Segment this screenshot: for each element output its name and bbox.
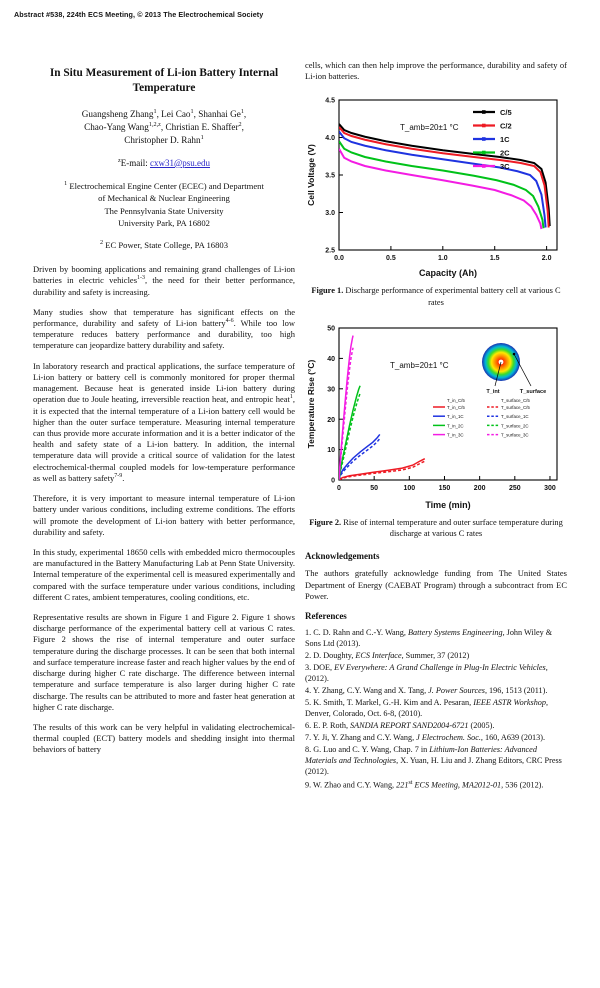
paragraph-text: , the need for their better performance, durability and safety is increasing. — [33, 275, 295, 297]
legend-label: T_surface_C/5 — [501, 404, 530, 410]
reference-item: 1. C. D. Rahn and C.-Y. Wang, Battery Systems Engineering, John Wiley & Sons Ltd (2013). — [305, 628, 553, 649]
figure-1-label: Figure 1. — [311, 286, 344, 296]
legend-marker — [482, 151, 486, 155]
legend-label: T_in_3C — [447, 432, 464, 438]
affiliation-2 — [33, 239, 295, 251]
legend-label: T_in_2C — [447, 423, 464, 429]
y-axis-label: Temperature Rise (°C) — [306, 359, 316, 449]
paragraph-text: In this study, experimental 18650 cells with embedded micro thermocouples are manufactured in the Battery Manufacturing Lab at Penn State University. Internal temperature of the experimental cell is measured experimentally and compared with the surface temperature under various conditions, including different C rates, ambient temperatures, cooling conditions, etc. — [33, 546, 295, 602]
body-paragraph — [33, 547, 295, 603]
paragraph-text: Driven by booming applications and remaining grand challenges of Li-ion batteries in electric vehicles — [33, 264, 295, 286]
chart-annotation: T_amb=20±1 °C — [400, 123, 459, 133]
legend-marker — [482, 111, 486, 115]
reference-item: 9. W. Zhao and C.Y. Wang, 221st ECS Meeting, MA2012-01, 536 (2012). — [305, 779, 544, 790]
legend-label: 1C — [500, 135, 510, 145]
x-tick-label: 1.5 — [489, 255, 500, 263]
x-tick-label: 0.0 — [334, 255, 344, 263]
acknowledgements-text: The authors gratefully acknowledge funding from The United States Department of Energy (CAEBAT Program) through a subcontract from EC Power. — [305, 568, 567, 601]
legend-marker — [482, 124, 486, 128]
body-paragraph — [33, 612, 295, 713]
affil-line: of Mechanical & Nuclear Engineering — [98, 193, 230, 204]
y-tick-label: 4.5 — [325, 98, 335, 106]
y-tick-label: 3.0 — [325, 210, 335, 218]
x-tick-label: 150 — [438, 484, 451, 492]
legend-label: 2C — [500, 148, 510, 158]
inset-surface-point — [513, 353, 516, 356]
paragraph-text: . While too low temperature reduces battery performance and durability, too high temperature can jeopardize battery durability and safety. — [33, 318, 295, 351]
author-list — [37, 108, 291, 147]
x-tick-label: 0 — [337, 484, 341, 492]
citation-marker: 1-3 — [137, 275, 146, 282]
author-name: Christopher D. Rahn — [124, 134, 201, 145]
reference-item: 5. K. Smith, T. Markel, G.-H. Kim and A. Pesaran, IEEE ASTR Workshop, Denver, Colorado, Oct. 6-8, (2010). — [305, 698, 549, 718]
legend-header-internal: T_in_C/5 — [447, 397, 465, 403]
legend-marker — [482, 165, 486, 169]
reference-item: 3. DOE, EV Everywhere: A Grand Challenge in Plug-In Electric Vehicles, (2012). — [305, 663, 548, 684]
body-paragraph — [33, 307, 295, 352]
paragraph-text: Many studies show that temperature has significant effects on the performance, durability and safety of Li-ion battery — [33, 306, 295, 329]
figure-1 — [305, 92, 567, 278]
author-line-3 — [124, 135, 203, 145]
reference-item: 2. D. Doughty, ECS Interface, Summer, 37 (2012) — [305, 651, 470, 661]
author-affil-marker: 1 — [200, 133, 204, 141]
author-name: Guangsheng Zhang — [81, 108, 154, 119]
legend-label: C/5 — [500, 108, 512, 118]
email-label: E-mail: — [120, 157, 150, 168]
x-axis-label: Time (min) — [425, 499, 471, 510]
paragraph-text: , it is expected that the internal temperature of a Li-ion battery cell would be higher than the outer surface temperature. Measuring internal temperature can thus provide more accurate information and it is a better indicator of the health and safety state of a Li-ion battery. In addition, the internal temperature data will provide a critical source of validation for the latest electrochemical-thermal coupled models for low-temperature performance as well as battery safety — [33, 394, 295, 483]
email-marker: z — [117, 156, 121, 164]
affil-line: Electrochemical Engine Center (ECEC) and Department — [67, 180, 264, 191]
reference-item: 6. E. P. Roth, SANDIA REPORT SAND2004-6721 (2005). — [305, 720, 495, 730]
y-axis-label: Cell Voltage (V) — [306, 144, 316, 207]
citation-marker: 4-6 — [225, 318, 234, 325]
body-paragraph — [33, 361, 295, 484]
reference-item: 8. G. Luo and C. Y. Wang, Chap. 7 in Lithium-Ion Batteries: Advanced Materials and Technologies, X. Yuan, H. Liu and J. Zhang Editors, CRC Press (2012). — [305, 744, 562, 776]
body-paragraph — [33, 264, 295, 298]
acknowledgements-heading: Acknowledgements — [305, 551, 380, 562]
inset-label-surface: T_surface — [519, 388, 547, 395]
author-affil-marker: 2 — [238, 120, 242, 128]
y-tick-label: 20 — [327, 416, 335, 424]
running-head: Abstract #538, 224th ECS Meeting, © 2013 The Electrochemical Society — [14, 10, 264, 19]
x-tick-label: 300 — [544, 484, 556, 492]
paragraph-text: Representative results are shown in Figure 1 and Figure 2. Figure 1 shows discharge performance of the experimental battery cell at various C rates. Figure 2 shows the rise of internal temperature and outer surface temperature during the discharge processes. It can be seen that both internal and surface temperature increase faster and reach higher values by the end of discharge during higher C rate discharge. The difference between internal temperature and surface temperature is also larger during higher C rate discharge. The results can be attributed to more and faster heat generation at higher C rate discharge. — [33, 612, 295, 712]
legend-marker — [482, 138, 486, 142]
legend-label: T_surface_3C — [501, 432, 529, 438]
inset-label-internal: T_int — [486, 388, 500, 395]
paragraph-text: In laboratory research and practical applications, the surface temperature of Li-ion battery or battery cell is commonly monitored for proper thermal management. Because heat is generated inside Li-ion battery during operation due to Joule heating, irreversible reaction heat, and entropic heat — [33, 360, 295, 405]
x-tick-label: 250 — [508, 484, 521, 492]
references-heading: References — [305, 611, 347, 622]
reference-item: 4. Y. Zhang, C.Y. Wang and X. Tang, J. Power Sources, 196, 1513 (2011). — [305, 686, 548, 696]
author-name: , Lei Cao — [156, 108, 191, 119]
x-tick-label: 0.5 — [386, 255, 396, 263]
email-link[interactable]: cxw31@psu.edu — [149, 157, 211, 168]
paragraph-text: . — [122, 472, 125, 483]
figure-2-chart — [305, 320, 567, 510]
author-affil-marker: 1 — [190, 107, 194, 115]
paragraph-text: Therefore, it is very important to measure internal temperature of Li-ion battery under various conditions, including extreme conditions. The efforts will promote the development of Li-ion battery with better performance, durability and safety. — [33, 493, 295, 537]
affiliation-1 — [33, 180, 295, 230]
author-name: , Shanhai Ge — [193, 108, 241, 119]
figure-2-caption — [307, 517, 565, 540]
author-name: Chao-Yang Wang — [84, 121, 149, 132]
affil-line: The Pennsylvania State University — [104, 205, 224, 216]
corresponding-email — [33, 157, 295, 168]
reference-list — [305, 628, 567, 792]
figure-2 — [305, 320, 567, 510]
figure-2-caption-text: Rise of internal temperature and outer surface temperature during discharge at various C rates — [341, 517, 563, 539]
paragraph-text: The results of this work can be very helpful in validating electrochemical-thermal coupled (ECT) battery models and shedding insight into thermal behaviors of battery — [33, 722, 295, 755]
right-column — [305, 60, 567, 793]
y-tick-label: 10 — [327, 447, 335, 455]
legend-label: C/2 — [500, 121, 512, 131]
y-tick-label: 50 — [327, 325, 335, 333]
page-title: In Situ Measurement of Li-ion Battery Internal Temperature — [49, 67, 279, 95]
affil-marker: 2 — [100, 238, 104, 246]
y-tick-label: 3.5 — [325, 173, 335, 181]
y-tick-label: 2.5 — [325, 248, 335, 256]
citation-marker: 1 — [289, 394, 293, 401]
reference-item: 7. Y. Ji, Y. Zhang and C.Y. Wang, J Electrochem. Soc., 160, A639 (2013). — [305, 732, 546, 742]
x-tick-label: 200 — [473, 484, 486, 492]
figure-1-caption — [307, 285, 565, 308]
intro-paragraph-right: cells, which can then help improve the performance, durability and safety of Li-ion batteries. — [305, 60, 567, 82]
legend-label: T_surface_2C — [501, 423, 529, 429]
x-tick-label: 2.0 — [541, 255, 552, 263]
legend-label: T_surface_1C — [501, 414, 529, 420]
x-axis-label: Capacity (Ah) — [418, 268, 478, 279]
figure-2-label: Figure 2. — [309, 517, 342, 527]
affil-line: EC Power, State College, PA 16803 — [103, 239, 228, 250]
figure-1-caption-text: Discharge performance of experimental battery cell at various C rates — [343, 286, 561, 307]
author-separator: , — [241, 121, 244, 132]
author-affil-marker: 1,2,z — [148, 120, 161, 128]
y-tick-label: 30 — [327, 386, 335, 394]
legend-label: T_in_1C — [447, 414, 464, 420]
body-paragraph — [33, 493, 295, 538]
chart-annotation: T_amb=20±1 °C — [390, 360, 449, 370]
y-tick-label: 0 — [331, 477, 335, 485]
legend-header-surface: T_surface_C/5 — [501, 397, 530, 403]
author-affil-marker: 1 — [240, 107, 244, 115]
body-paragraph — [33, 722, 295, 756]
y-tick-label: 40 — [327, 355, 335, 363]
citation-marker: 7-9 — [114, 473, 123, 480]
x-tick-label: 1.0 — [437, 255, 448, 263]
figure-1-chart — [305, 92, 567, 278]
y-tick-label: 4.0 — [325, 135, 335, 143]
legend-label: T_in_C/5 — [447, 404, 465, 410]
author-line-1 — [82, 109, 246, 119]
affil-line: University Park, PA 16802 — [118, 218, 210, 229]
author-name: , Christian E. Shaffer — [160, 121, 239, 132]
legend-label: 3C — [500, 162, 510, 172]
x-tick-label: 50 — [370, 484, 379, 492]
affil-marker: 1 — [64, 180, 68, 188]
author-affil-marker: 1 — [153, 107, 157, 115]
left-column — [33, 60, 295, 765]
author-separator: , — [243, 108, 247, 119]
x-tick-label: 100 — [403, 484, 416, 492]
author-line-2 — [84, 122, 244, 132]
